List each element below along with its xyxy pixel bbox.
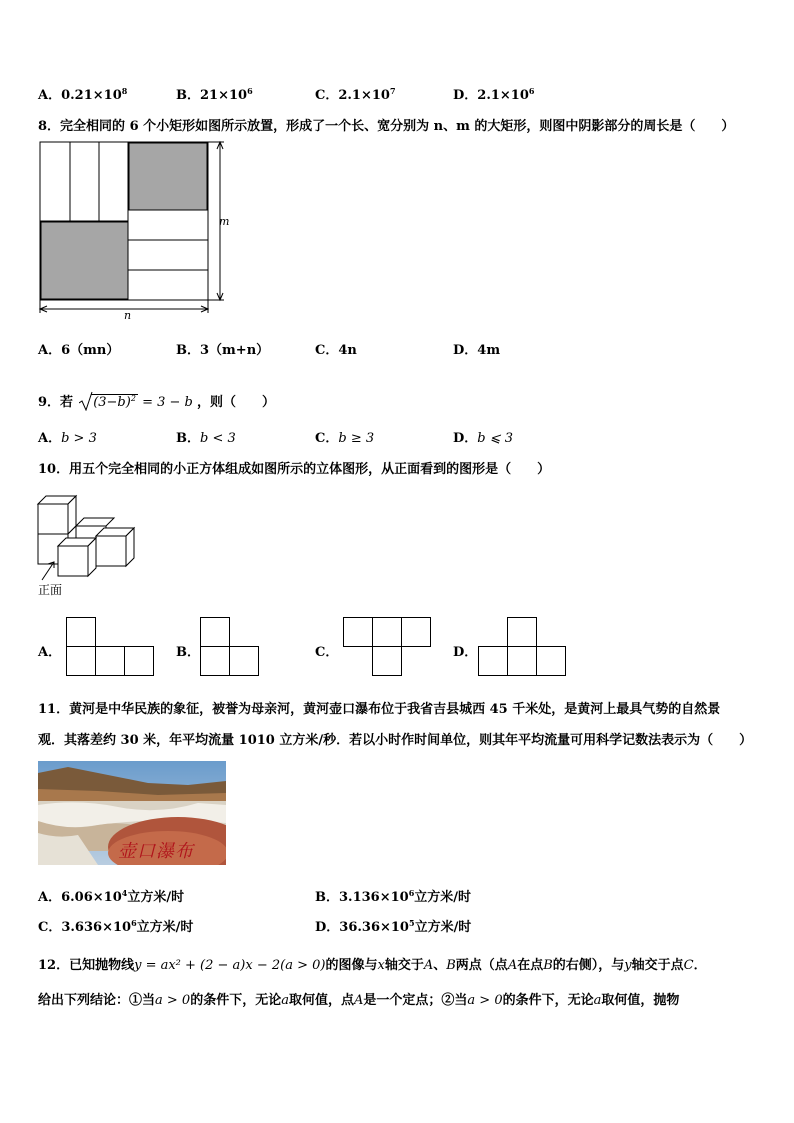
- sqrt-sign-icon: [79, 391, 93, 411]
- point-a: A: [354, 993, 364, 1008]
- q12-line2: [38, 989, 679, 1008]
- option-text: 6（mn）: [61, 343, 120, 358]
- option-unit: 立方米/时: [136, 920, 194, 935]
- option-exponent: 4: [121, 888, 128, 898]
- q10-option-b-letter: B．: [176, 645, 200, 660]
- text: 轴交于点: [631, 958, 684, 973]
- condition: a > 0: [155, 993, 191, 1008]
- option-letter: C．: [315, 88, 339, 103]
- point-a: A: [423, 958, 434, 973]
- option-letter: C．: [315, 431, 339, 446]
- option-letter: D．: [315, 920, 340, 935]
- text: 取何值，点: [288, 993, 354, 1008]
- var-x: x: [377, 958, 385, 973]
- option-exponent: 8: [121, 86, 128, 96]
- option-text: b ≥ 3: [338, 431, 375, 446]
- option-value: 0.21×10: [61, 88, 122, 103]
- option-value: 3.636×10: [61, 920, 132, 935]
- q10-option-c-letter: C．: [315, 645, 339, 660]
- var-a: a: [593, 993, 602, 1008]
- text: 12．已知抛物线: [38, 958, 135, 973]
- text: 轴交于: [384, 958, 424, 973]
- var-y: y: [624, 958, 632, 973]
- option-unit: 立方米/时: [414, 890, 472, 905]
- q9-stem: [38, 391, 275, 410]
- q11-stem-line1: 11．黄河是中华民族的象征，被誉为母亲河，黄河壶口瀑布位于我省吉县城西 45 千米处，是黄河上最具气势的自然景: [38, 702, 721, 717]
- option-text: 4m: [477, 343, 501, 358]
- point-c: C: [683, 958, 694, 973]
- q11-option-d: [315, 916, 471, 935]
- q10-stem: 10．用五个完全相同的小正方体组成如图所示的立体图形，从正面看到的图形是（ ）: [38, 462, 551, 477]
- text: 的右侧），与: [552, 958, 625, 973]
- option-value: 2.1×10: [477, 88, 529, 103]
- label-m: m: [219, 215, 230, 228]
- option-value: 2.1×10: [338, 88, 390, 103]
- sqrt-radicand: (3−b): [93, 395, 131, 410]
- option-unit: 立方米/时: [127, 890, 185, 905]
- shaded-region-bottom-left: [41, 222, 128, 299]
- q7-option-d: [453, 84, 534, 103]
- option-letter: C．: [315, 343, 339, 358]
- option-letter: C．: [38, 920, 62, 935]
- text: 、: [433, 958, 447, 973]
- q7-option-c: [315, 84, 396, 103]
- text: 的条件下，无论: [502, 993, 594, 1008]
- option-exponent: 5: [408, 918, 415, 928]
- q11-stem-line2: 观．其落差约 30 米，年平均流量 1010 立方米/秒．若以小时作时间单位，则其年平均流量可用科学记数法表示为（ ）: [38, 733, 753, 748]
- shaded-region-top-right: [129, 143, 207, 210]
- option-letter: B．: [176, 88, 200, 103]
- option-value: 21×10: [200, 88, 248, 103]
- text: 的图像与: [325, 958, 378, 973]
- q12-line1: [38, 954, 707, 973]
- q8-option-d: [453, 339, 500, 358]
- option-letter: A．: [38, 890, 62, 905]
- q7-option-b: [176, 84, 253, 103]
- hukou-waterfall-photo: [38, 761, 226, 865]
- text: 给出下列结论：①当: [38, 993, 156, 1008]
- q9-prefix: 9．若: [38, 395, 74, 410]
- option-letter: B．: [176, 343, 200, 358]
- option-text: b > 3: [61, 431, 97, 446]
- point-a: A: [507, 958, 518, 973]
- option-text: b ⩽ 3: [477, 431, 514, 446]
- q8-option-b: [176, 339, 269, 358]
- q11-option-b: [315, 886, 471, 905]
- option-letter: B．: [176, 431, 200, 446]
- q10-option-a-figure: [66, 617, 156, 677]
- radicand-exponent: 2: [130, 394, 136, 403]
- q8-option-a: [38, 339, 119, 358]
- option-letter: D．: [453, 343, 478, 358]
- option-letter: B．: [315, 890, 339, 905]
- text: ．: [693, 958, 707, 973]
- text: 在点: [517, 958, 544, 973]
- q10-option-a-letter: A．: [38, 645, 62, 660]
- q9-option-d: [453, 427, 513, 446]
- q10-option-d-figure: [478, 617, 568, 677]
- q9-option-c: [315, 427, 374, 446]
- option-unit: 立方米/时: [414, 920, 472, 935]
- sqrt-expression: [79, 394, 138, 410]
- text: 取何值，抛物: [601, 993, 680, 1008]
- option-letter: A．: [38, 343, 62, 358]
- waterfall-photo-caption: 壶口瀑布: [118, 841, 194, 862]
- q9-option-b: [176, 427, 236, 446]
- q9-rhs: = 3 − b: [142, 395, 193, 410]
- option-text: b < 3: [200, 431, 236, 446]
- option-exponent: 7: [389, 86, 396, 96]
- option-letter: A．: [38, 431, 62, 446]
- condition: a > 0: [467, 993, 503, 1008]
- q8-stem: 8．完全相同的 6 个小矩形如图所示放置，形成了一个长、宽分别为 n、m 的大矩形，则图中阴影部分的周长是（ ）: [38, 119, 735, 134]
- text: 两点（点: [455, 958, 508, 973]
- front-view-label: 正面: [38, 583, 63, 597]
- q8-option-c: [315, 339, 357, 358]
- q7-option-a: [38, 84, 127, 103]
- q10-option-c-figure: [343, 617, 433, 677]
- q11-option-c: [38, 916, 193, 935]
- q10-option-d-letter: D．: [453, 645, 478, 660]
- option-exponent: 6: [528, 86, 535, 96]
- text: 的条件下，无论: [190, 993, 282, 1008]
- text: 是一个定点；②当: [363, 993, 468, 1008]
- option-exponent: 6: [247, 86, 253, 96]
- option-value: 36.36×10: [339, 920, 409, 935]
- option-exponent: 6: [131, 918, 137, 928]
- option-value: 6.06×10: [61, 890, 122, 905]
- var-a: a: [281, 993, 289, 1008]
- option-text: 3（m+n）: [200, 343, 270, 358]
- option-letter: A．: [38, 88, 62, 103]
- option-letter: D．: [453, 88, 478, 103]
- option-value: 3.136×10: [339, 890, 409, 905]
- label-n: n: [124, 309, 132, 322]
- point-b: B: [446, 958, 456, 973]
- option-letter: D．: [453, 431, 478, 446]
- option-text: 4n: [338, 343, 357, 358]
- q9-suffix: ，则（ ）: [196, 395, 275, 410]
- point-b: B: [543, 958, 553, 973]
- q11-option-a: [38, 886, 184, 905]
- q10-option-b-figure: [200, 617, 260, 677]
- q8-rectangle-figure: [36, 139, 236, 321]
- parabola-formula: y = ax² + (2 − a)x − 2(a > 0): [134, 958, 326, 973]
- q9-option-a: [38, 427, 97, 446]
- option-exponent: 6: [408, 888, 415, 898]
